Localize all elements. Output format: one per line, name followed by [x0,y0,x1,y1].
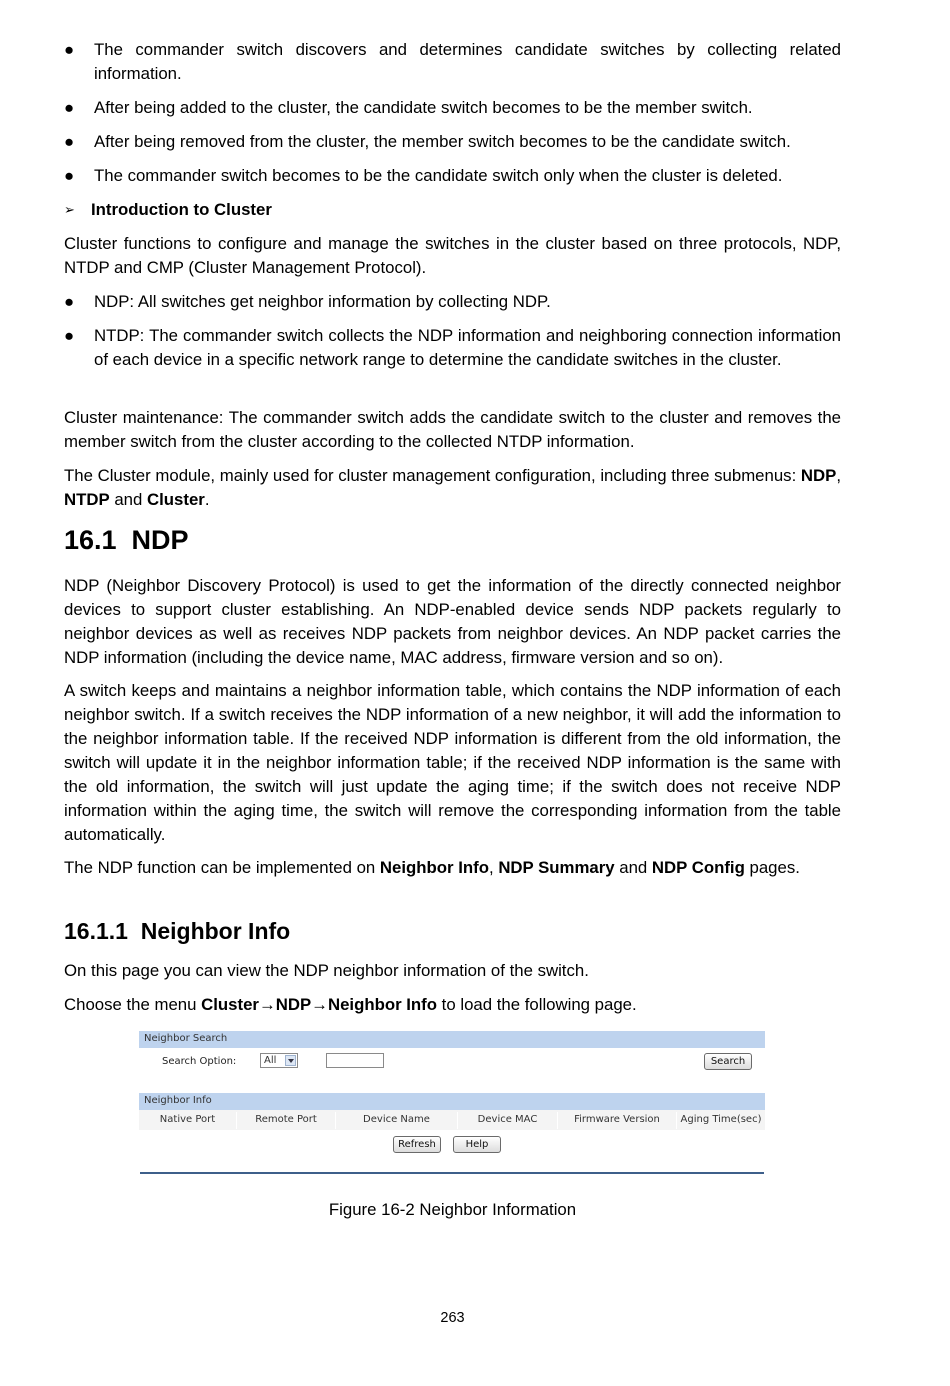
module-paragraph [64,464,841,512]
neighbor-search-bar [139,1031,765,1048]
column-remote-port: Remote Port [237,1112,336,1129]
subsection-heading: 16.1.1 Neighbor Info [64,918,291,944]
menu-paragraph [64,993,841,1017]
search-option-value: All [264,1055,277,1066]
text-bold: NDP Config [651,858,745,877]
column-aging-time: Aging Time(sec) [680,1114,762,1125]
bullet-item: ● After being removed from the cluster, the member switch becomes to be the candidate switch. [64,132,791,151]
ndp-paragraph-1: NDP (Neighbor Discovery Protocol) is used to get the information of the directly connected neighbor devices to support cluster establishing. An NDP-enabled device sends NDP packets regularly to neighbor devices as well as receives NDP packets from neighbor devices. An NDP packet carries the NDP information (including the device name, MAC address, firmware version and so on). [64,576,841,667]
bullet-text: NDP: All switches get neighbor information by collecting NDP. [94,292,551,311]
text-bold: NDP [800,466,837,485]
column-device-name: Device Name [336,1112,458,1129]
figure-caption: Figure 16-2 Neighbor Information [328,1200,577,1219]
section-heading: 16.1 NDP [64,525,189,555]
text-run: The Cluster module, mainly used for cluster management configuration, including three submenus: [64,466,801,485]
chevron-down-icon[interactable] [285,1055,296,1066]
text-run: and [614,858,652,877]
neighbor-search-title: Neighbor Search [144,1033,228,1044]
bullet-text: The commander switch becomes to be the candidate switch only when the cluster is deleted. [94,166,783,185]
search-button[interactable]: Search [704,1053,752,1070]
bullet-item: ● NTDP: The commander switch collects the NDP information and neighboring connection information of each device in a specific network range to determine the candidate switches in the cluster. [64,326,841,369]
maintenance-paragraph: Cluster maintenance: The commander switch adds the candidate switch to the cluster and removes the member switch from the cluster according to the collected NTDP information. [64,408,841,451]
bullet-item: ● The commander switch becomes to be the candidate switch only when the cluster is deleted. [64,166,783,185]
text-run: pages. [744,858,800,877]
text-bold: NDP Summary [498,858,615,877]
bullet-item: ● NDP: All switches get neighbor information by collecting NDP. [64,292,551,311]
page-number: 263 [440,1310,465,1326]
search-input[interactable] [326,1053,384,1068]
neighbor-info-title: Neighbor Info [144,1095,212,1106]
ndp-paragraph-3 [64,856,841,880]
search-option-label: Search Option: [162,1056,237,1067]
help-button[interactable]: Help [453,1136,501,1153]
menu-path: Cluster→NDP→Neighbor Info [201,995,438,1014]
column-device-mac: Device MAC [458,1112,558,1129]
text-run: . [204,490,210,509]
text-bold: NTDP [64,490,110,509]
text-bold: Cluster [147,490,205,509]
text-run: and [109,490,148,509]
bullet-list-top [64,38,841,86]
ndp-paragraph-2: A switch keeps and maintains a neighbor information table, which contains the NDP information of each neighbor switch. If a switch receives the NDP information of a new neighbor, it will add the information to the neighbor information table. If the received NDP information is different from the old information, the switch will update it in the neighbor information table; if the received NDP information is the same with the old information, the switch will just update the aging time; if the switch does not receive NDP information within the aging time, the switch will remove the corresponding information from the table automatically. [64,681,841,844]
column-firmware-version: Firmware Version [558,1112,677,1129]
intro-paragraph: Cluster functions to configure and manage the switches in the cluster based on three protocols, NDP, NTDP and CMP (Cluster Management Protocol). [64,234,841,277]
text-run: to load the following page. [437,995,637,1014]
bullet-text: After being removed from the cluster, the member switch becomes to be the candidate switch. [94,132,791,151]
figure-bottom-divider [140,1172,764,1174]
neighbor-info-figure [139,1031,765,1176]
column-native-port: Native Port [139,1112,237,1129]
text-run: , [488,858,499,877]
bullet-text: NTDP: The commander switch collects the NDP information and neighboring connection information of each device in a specific network range to determine the candidate switches in the cluster. [94,326,841,369]
bullet-item: ● After being added to the cluster, the candidate switch becomes to be the member switch. [64,98,753,117]
bullet-text: After being added to the cluster, the candidate switch becomes to be the member switch. [94,98,753,117]
search-option-select[interactable] [260,1053,298,1068]
text-run: , [836,466,842,485]
text-bold: Neighbor Info [379,858,489,877]
intro-heading-text: Introduction to Cluster [91,200,272,219]
bullet-item: ● The commander switch discovers and determines candidate switches by collecting related information. [64,40,841,83]
intro-heading: ➢ Introduction to Cluster [64,200,272,219]
text-run: The NDP function can be implemented on [64,858,380,877]
view-paragraph: On this page you can view the NDP neighbor information of the switch. [64,961,589,980]
bullet-text: The commander switch discovers and determines candidate switches by collecting related information. [94,40,841,83]
refresh-button[interactable]: Refresh [393,1136,441,1153]
neighbor-info-bar [139,1093,765,1110]
text-run: Choose the menu [64,995,202,1014]
